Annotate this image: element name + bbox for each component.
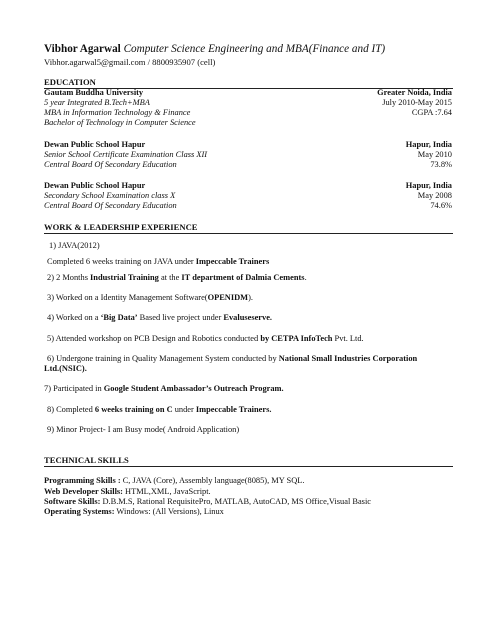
skill-row: Operating Systems: Windows: (All Versions), Linux	[44, 507, 224, 516]
work-item: Completed 6 weeks training on JAVA under Impeccable Trainers	[47, 257, 270, 266]
work-item: 1) JAVA(2012)	[49, 241, 100, 250]
applicant-title: Computer Science Engineering and MBA(Finance and IT)	[123, 43, 386, 55]
edu-line: Bachelor of Technology in Computer Science	[44, 118, 196, 127]
work-item: 5) Attended workshop on PCB Design and Robotics conducted by CETPA InfoTech Pvt. Ltd.	[47, 334, 364, 343]
edu-location: Hapur, India	[405, 140, 452, 149]
edu-line: Senior School Certificate Examination Class XII	[44, 150, 208, 159]
work-item: 3) Worked on a Identity Management Software(OPENIDM).	[47, 293, 253, 302]
edu-location: Greater Noida, India	[377, 88, 452, 97]
edu-grade: 74.6%	[430, 201, 452, 210]
work-item: 9) Minor Project- I am Busy mode( Android Application)	[47, 425, 240, 434]
work-item: 7) Participated in Google Student Ambassador’s Outreach Program.	[44, 384, 284, 393]
applicant-name: Vibhor Agarwal	[44, 43, 121, 55]
skill-row: Software Skills: D.B.M.S, Rational RequisitePro, MATLAB, AutoCAD, MS Office,Visual Basic	[44, 497, 371, 506]
edu-date: July 2010-May 2015	[382, 98, 452, 107]
skills-heading: TECHNICAL SKILLS	[44, 455, 129, 465]
work-heading: WORK & LEADERSHIP EXPERIENCE	[44, 222, 198, 232]
work-item: 4) Worked on a ‘Big Data’ Based live project under Evaluseserve.	[47, 313, 273, 322]
work-item-continuation: Ltd.(NSIC).	[44, 364, 87, 373]
edu-institution: Gautam Buddha University	[44, 88, 144, 97]
edu-line: Central Board Of Secondary Education	[44, 201, 177, 210]
education-heading: EDUCATION	[44, 77, 96, 87]
edu-grade: CGPA :7.64	[411, 108, 452, 117]
edu-line: Secondary School Examination class X	[44, 191, 176, 200]
work-item: 8) Completed 6 weeks training on C under Impeccable Trainers.	[47, 405, 272, 414]
resume-header	[44, 43, 385, 55]
skill-row: Programming Skills : C, JAVA (Core), Assembly language(8085), MY SQL.	[44, 476, 305, 485]
work-item: 2) 2 Months Industrial Training at the IT department of Dalmia Cements.	[47, 273, 307, 282]
edu-institution: Dewan Public School Hapur	[44, 181, 146, 190]
edu-line: Central Board Of Secondary Education	[44, 160, 177, 169]
edu-institution: Dewan Public School Hapur	[44, 140, 146, 149]
skills-rule	[44, 466, 453, 467]
skill-row: Web Developer Skills: HTML,XML, JavaScript.	[44, 487, 211, 496]
edu-line: MBA in Information Technology & Finance	[44, 108, 191, 117]
edu-line: 5 year Integrated B.Tech+MBA	[44, 98, 150, 107]
contact-line: Vibhor.agarwal5@gmail.com / 8800935907 (cell)	[44, 57, 216, 67]
work-item: 6) Undergone training in Quality Management System conducted by National Small Industries Corporation	[47, 354, 418, 363]
edu-date: May 2010	[417, 150, 452, 159]
edu-grade: 73.8%	[430, 160, 452, 169]
work-rule	[44, 233, 453, 234]
edu-location: Hapur, India	[405, 181, 452, 190]
edu-date: May 2008	[417, 191, 452, 200]
